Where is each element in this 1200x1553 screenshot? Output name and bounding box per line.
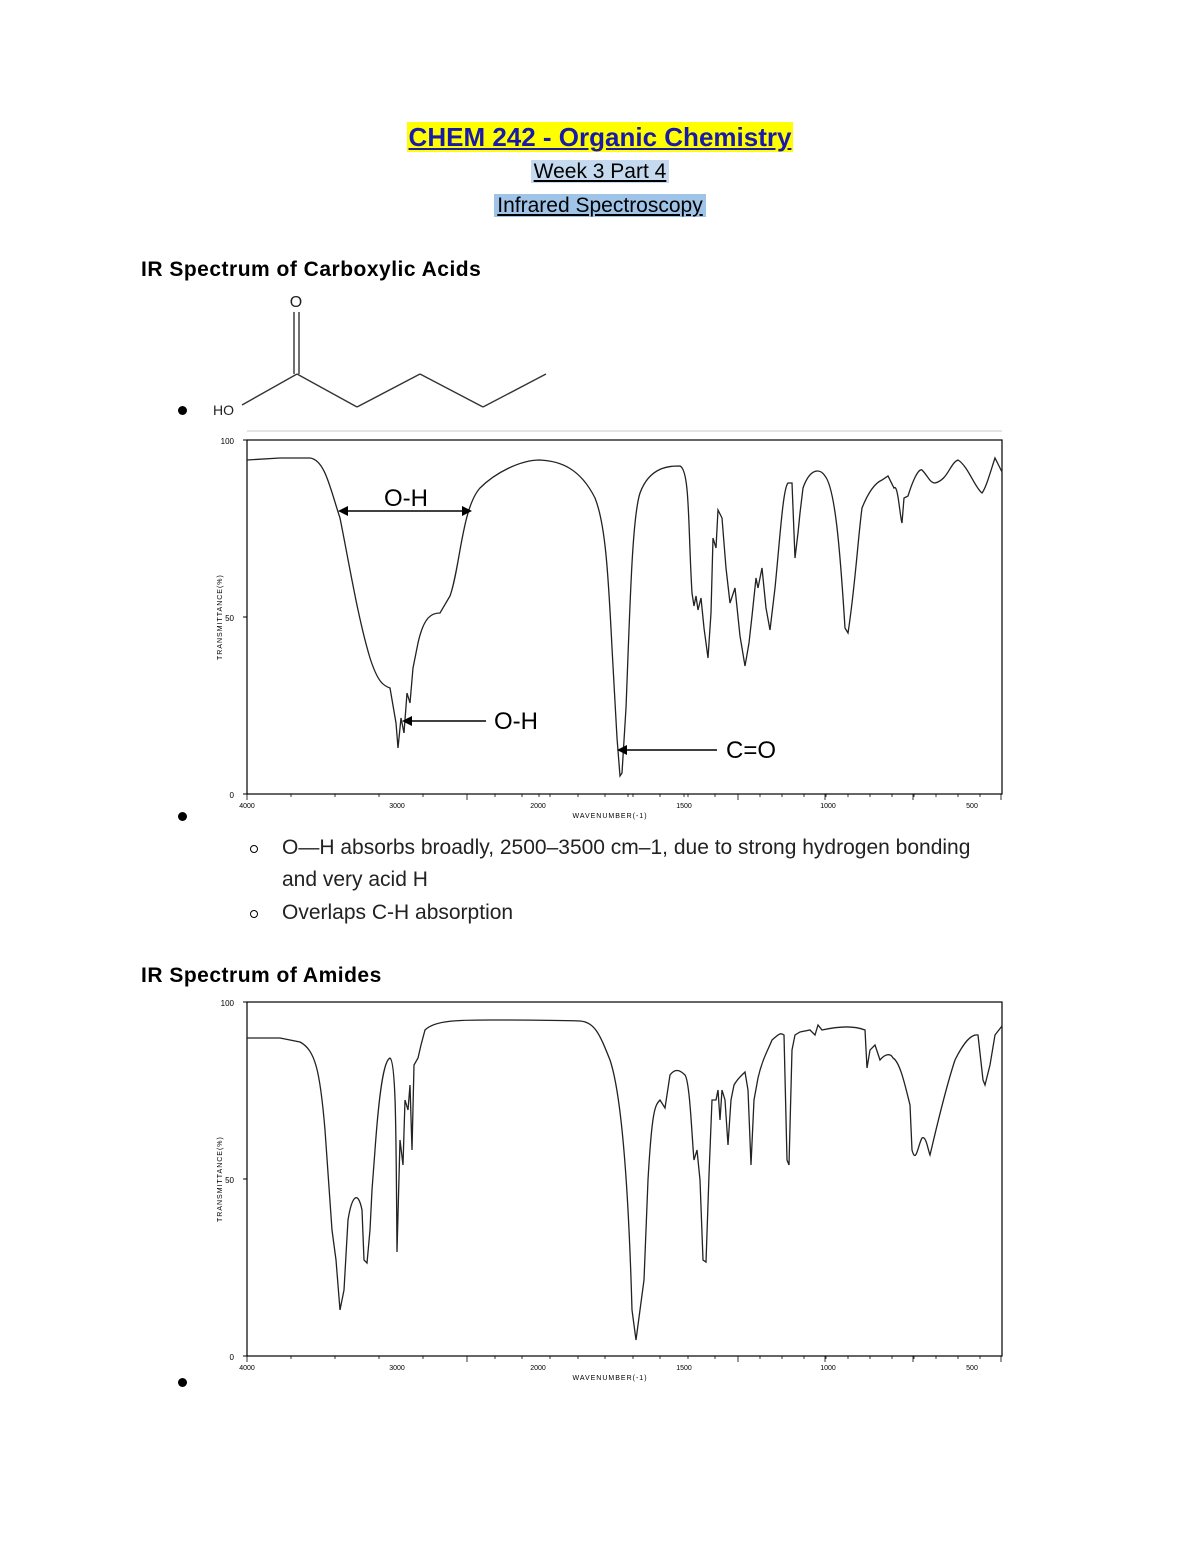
y-axis-label: TRANSMITTANCE(%) [217,1136,224,1222]
week-label: Week 3 Part 4 [0,160,1200,184]
y-axis-label: TRANSMITTANCE(%) [217,574,224,660]
spectrum-trace [247,458,1002,776]
x-tick-4000: 4000 [239,803,255,810]
x-tick-1500: 1500 [676,803,692,810]
y-tick-100: 100 [220,437,234,446]
x-tick-1500: 1500 [676,1365,692,1372]
x-tick-3000: 3000 [389,1365,405,1372]
x-tick-4000: 4000 [239,1365,255,1372]
x-tick-2000: 2000 [530,1365,546,1372]
sub-bullet [250,845,258,853]
course-title: CHEM 242 - Organic Chemistry [408,122,792,152]
bullet [178,812,187,821]
spectrum-trace [247,1020,1002,1340]
x-tick-3000: 3000 [389,803,405,810]
bullet [178,406,187,415]
topic-label: Infrared Spectroscopy [0,194,1200,218]
x-tick-2000: 2000 [530,803,546,810]
y-tick-0: 0 [229,1353,234,1362]
sub-bullet [250,910,258,918]
x-axis-label: WAVENUMBER(-1) [572,813,648,820]
carboxylic-acid-ir-spectrum [200,428,1010,820]
annotation-oh-peak: O-H [494,708,538,735]
note-oh-broad: O—H absorbs broadly, 2500–3500 cm–1, due to strong hydrogen bonding and very acid H [282,836,971,891]
annotation-oh-broad: O-H [384,485,428,512]
oxygen-label: O [289,294,303,311]
section-heading-amides: IR Spectrum of Amides [141,964,382,987]
amide-ir-spectrum [200,990,1010,1382]
x-axis-label: WAVENUMBER(-1) [572,1375,648,1382]
note-overlap: Overlaps C-H absorption [282,901,514,924]
x-tick-500: 500 [966,803,978,810]
bullet [178,1378,187,1387]
y-tick-100: 100 [220,999,234,1008]
x-tick-1000: 1000 [820,803,836,810]
y-tick-0: 0 [229,791,234,800]
hexanoic-acid-structure [200,285,560,425]
x-tick-1000: 1000 [820,1365,836,1372]
hydroxyl-label: HO [213,402,234,418]
annotation-carbonyl: C=O [726,737,777,764]
y-tick-50: 50 [225,1176,234,1185]
y-tick-50: 50 [225,614,234,623]
x-tick-500: 500 [966,1365,978,1372]
section-heading-carboxylic-acids: IR Spectrum of Carboxylic Acids [141,258,482,281]
